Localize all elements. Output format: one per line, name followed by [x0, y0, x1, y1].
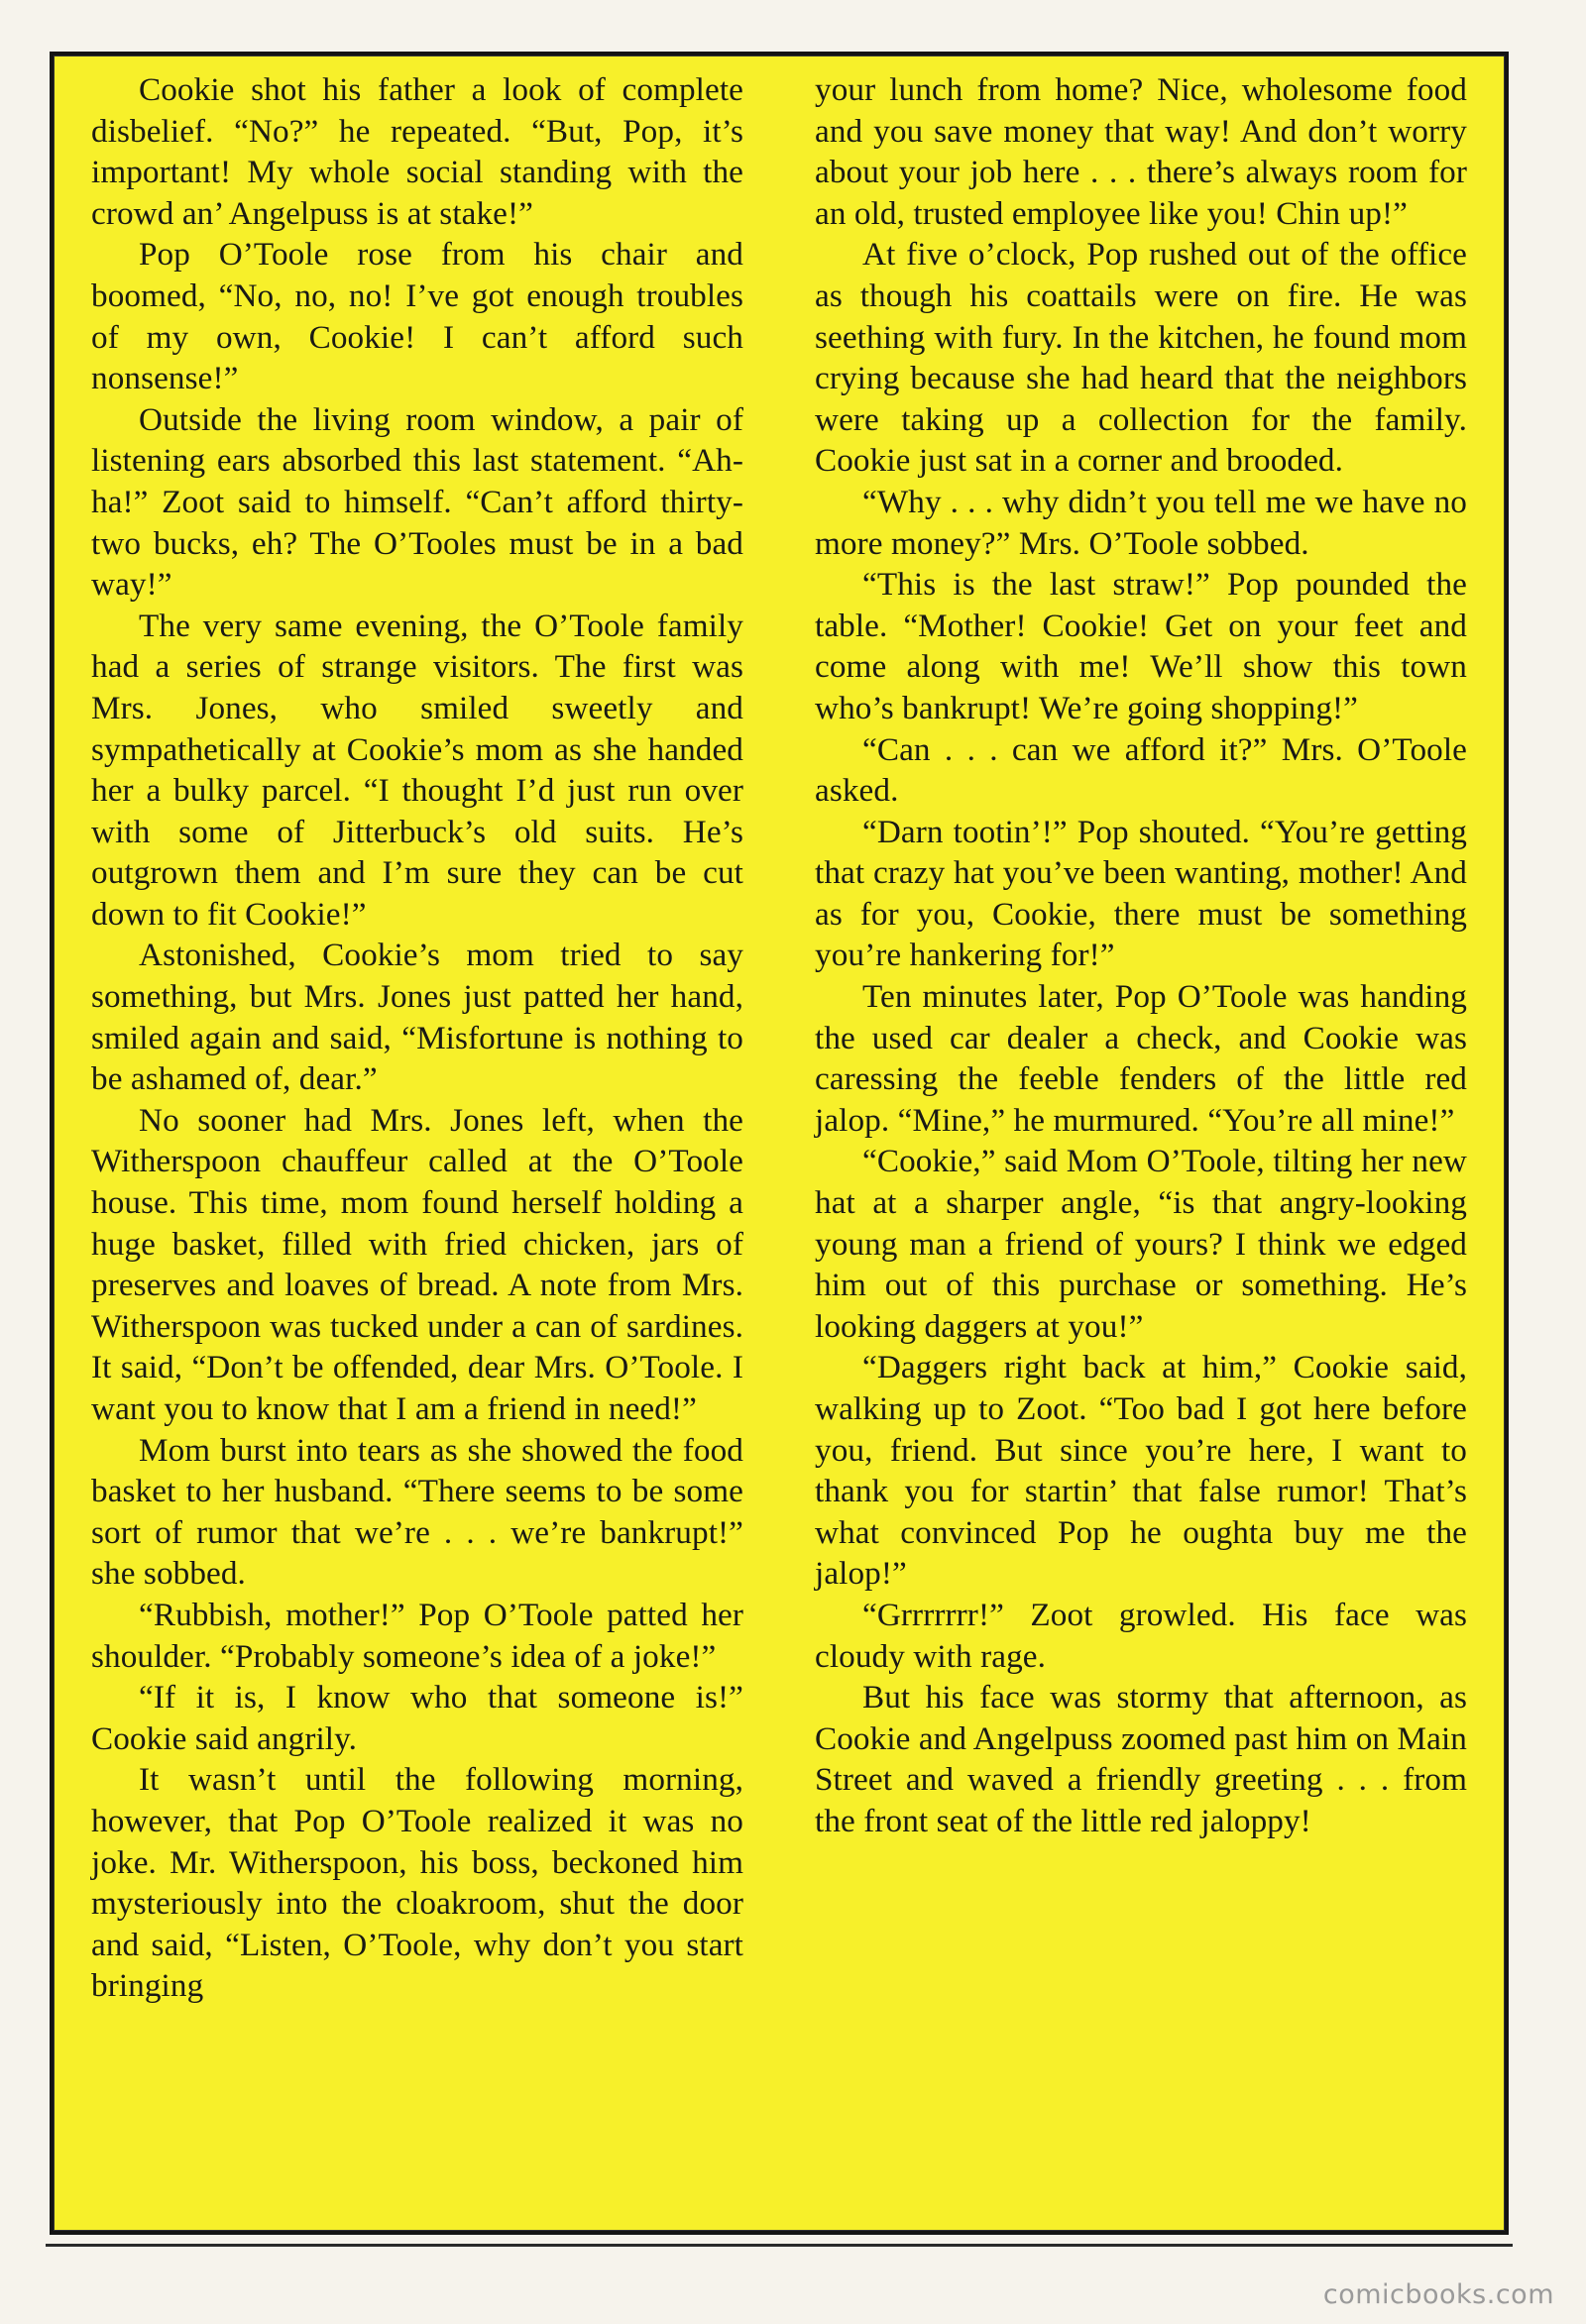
- paragraph: Outside the living room window, a pair of listening ears absorbed this last statement. “Ah-ha!” Zoot said to himself. “Can’t afford thirty-two bucks, eh? The O’Tooles must be in a bad way!”: [91, 400, 743, 604]
- paragraph: “Rubbish, mother!” Pop O’Toole patted her shoulder. “Probably someone’s idea of a joke!”: [91, 1596, 743, 1675]
- paragraph: Astonished, Cookie’s mom tried to say something, but Mrs. Jones just patted her hand, smiled again and said, “Misfortune is nothing to be ashamed of, dear.”: [91, 937, 743, 1098]
- paragraph: Mom burst into tears as she showed the food basket to her husband. “There seems to be some sort of rumor that we’re . . . we’re bankrupt!” she sobbed.: [91, 1431, 743, 1593]
- paragraph: No sooner had Mrs. Jones left, when the Witherspoon chauffeur called at the O’Toole house. This time, mom found herself holding a huge basket, filled with fried chicken, jars of preserves and loaves of bread. A note from Mrs. Witherspoon was tucked under a can of sardines. It said, “Don’t be offended, dear Mrs. O’Toole. I want you to know that I am a friend in need!”: [91, 1101, 743, 1427]
- paragraph: “Why . . . why didn’t you tell me we have no more money?” Mrs. O’Toole sobbed.: [815, 483, 1467, 562]
- watermark: comicbooks.com: [1322, 2279, 1554, 2310]
- paragraph: But his face was stormy that afternoon, as Cookie and Angelpuss zoomed past him on Main Street and waved a friendly greeting . . . from the front seat of the little red jaloppy!: [815, 1679, 1467, 1839]
- paragraph-continued: your lunch from home? Nice, wholesome food and you save money that way! And don’t worry about your job here . . . there’s always room for an old, trusted employee like you! Chin up!”: [815, 71, 1467, 232]
- paragraph: “If it is, I know who that someone is!” Cookie said angrily.: [91, 1679, 743, 1757]
- paragraph: Pop O’Toole rose from his chair and boomed, “No, no, no! I’ve got enough troubles of my own, Cookie! I can’t afford such nonsense!”: [91, 236, 743, 397]
- bottom-rule: [46, 2244, 1513, 2247]
- paragraph: Ten minutes later, Pop O’Toole was handing the used car dealer a check, and Cookie was caressing the feeble fenders of the little red jalop. “Mine,” he murmured. “You’re all mine!”: [815, 978, 1467, 1139]
- paragraph: “Cookie,” said Mom O’Toole, tilting her new hat at a sharper angle, “is that angry-looking young man a friend of yours? I think we edged him out of this purchase or something. He’s looking daggers at you!”: [815, 1143, 1467, 1345]
- paragraph: At five o’clock, Pop rushed out of the office as though his coattails were on fire. He was seething with fury. In the kitchen, he found mom crying because she had heard that the neighbors were taking up a collection for the family. Cookie just sat in a corner and brooded.: [815, 236, 1467, 480]
- paragraph: “Daggers right back at him,” Cookie said, walking up to Zoot. “Too bad I got here before you, friend. But since you’re here, I want to thank you for startin’ that false rumor! That’s what convinced Pop he oughta buy me the jalop!”: [815, 1349, 1467, 1593]
- paragraph: Cookie shot his father a look of complete disbelief. “No?” he repeated. “But, Pop, it’s important! My whole social standing with the crowd an’ Angelpuss is at stake!”: [91, 71, 743, 232]
- paragraph: The very same evening, the O’Toole family had a series of strange visitors. The first was Mrs. Jones, who smiled sweetly and sympathetically at Cookie’s mom as she handed her a bulky parcel. “I thought I’d just run over with some of Jitterbuck’s old suits. He’s outgrown them and I’m sure they can be cut down to fit Cookie!”: [91, 607, 743, 933]
- paragraph: It wasn’t until the following morning, however, that Pop O’Toole realized it was no joke. Mr. Witherspoon, his boss, beckoned him mysteriously into the cloakroom, shut the door and said, “Listen, O’Toole, why don’t you start bringing: [91, 1761, 743, 2005]
- paragraph: “Darn tootin’!” Pop shouted. “You’re getting that crazy hat you’ve been wanting, mother! And as for you, Cookie, there must be something you’re hankering for!”: [815, 813, 1467, 974]
- paragraph: “Grrrrrrr!” Zoot growled. His face was cloudy with rage.: [815, 1596, 1467, 1675]
- paragraph: “This is the last straw!” Pop pounded the table. “Mother! Cookie! Get on your feet and come along with me! We’ll show this town who’s bankrupt! We’re going shopping!”: [815, 566, 1467, 726]
- paragraph: “Can . . . can we afford it?” Mrs. O’Toole asked.: [815, 730, 1467, 810]
- left-text-column: [91, 69, 743, 2007]
- right-text-column: [815, 69, 1467, 1842]
